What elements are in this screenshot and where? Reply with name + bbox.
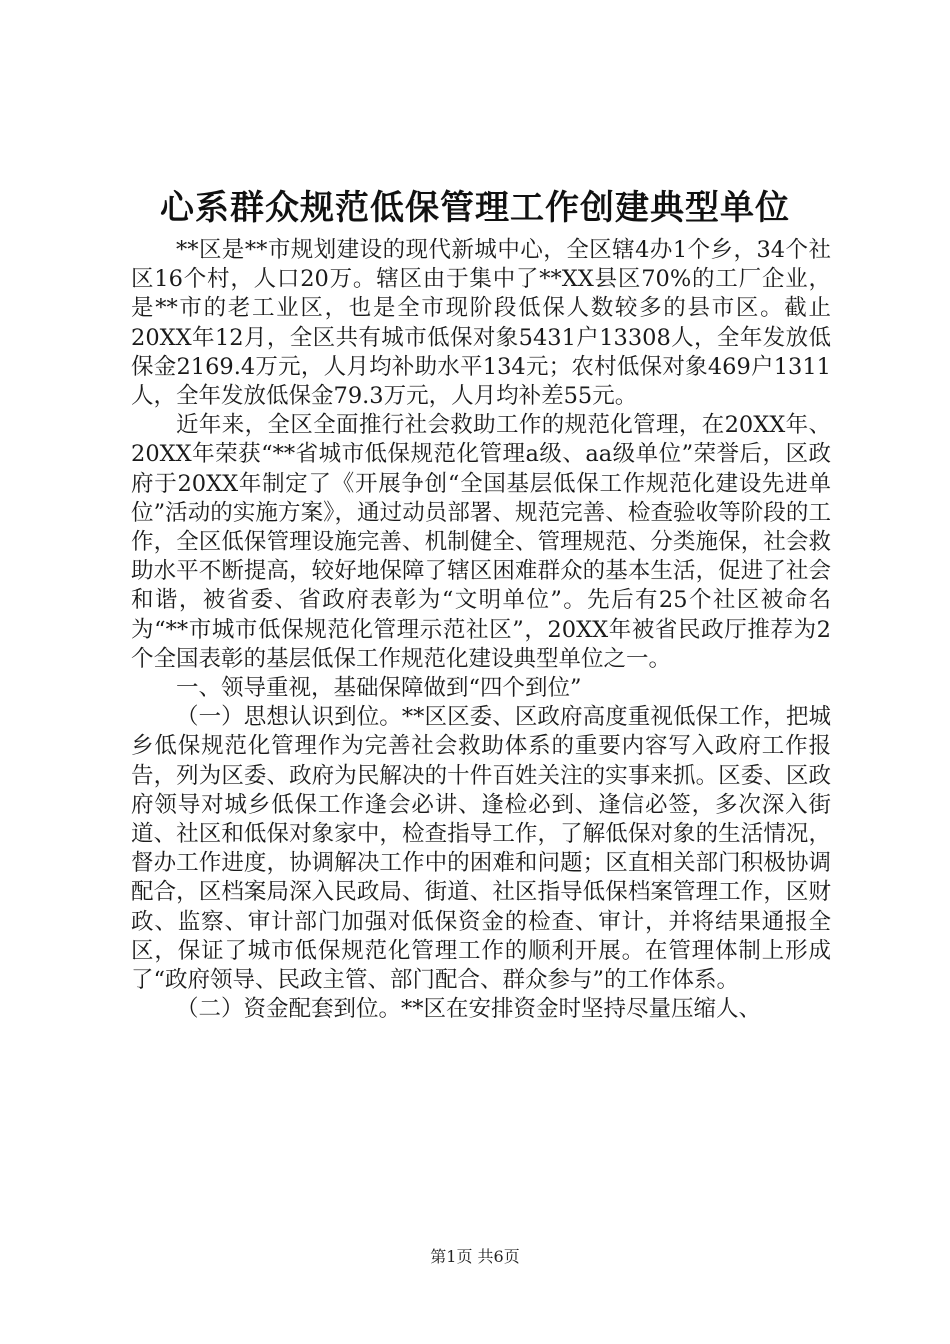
paragraph-thinking: （一）思想认识到位。**区区委、区政府高度重视低保工作，把城乡低保规范化管理作为完善社会救助体系的重要内容写入政府工作报告，列为区委、政府为民解决的十件百姓关注的实事来抓。区委、区政府领导对城乡低保工作逢会必讲、逢检必到、逢信必签，多次深入街道、社区和低保对象家中，检查指导工作，了解低保对象的生活情况，督办工作进度，协调解决工作中的困难和问题；区直相关部门积极协调配合，区档案局深入民政局、街道、社区指导低保档案管理工作，区财政、监察、审计部门加强对低保资金的检查、审计，并将结果通报全区，保证了城市低保规范化管理工作的顺利开展。在管理体制上形成了“政府领导、民政主管、部门配合、群众参与”的工作体系。 <box>131 704 831 994</box>
page-footer: 第1页 共6页 <box>430 1247 520 1266</box>
paragraph-funding: （二）资金配套到位。**区在安排资金时坚持尽量压缩人、 <box>176 996 762 1023</box>
document-body <box>131 236 831 1024</box>
paragraph-intro: **区是**市规划建设的现代新城中心，全区辖4办1个乡，34个社区16个村，人口20万。辖区由于集中了**XX县区70%的工厂企业，是**市的老工业区，也是全市现阶段低保人数较多的县市区。截止20XX年12月，全区共有城市低保对象5431户13308人，全年发放低保金2169.4万元，人月均补助水平134元；农村低保对象469户1311人，全年发放低保金79.3万元，人月均补差55元。 <box>131 237 831 410</box>
paragraph-recent-years: 近年来，全区全面推行社会救助工作的规范化管理，在20XX年、20XX年荣获“**省城市低保规范化管理a级、aa级单位”荣誉后，区政府于20XX年制定了《开展争创“全国基层低保工作规范化建设先进单位”活动的实施方案》，通过动员部署、规范完善、检查验收等阶段的工作，全区低保管理设施完善、机制健全、管理规范、分类施保，社会救助水平不断提高，较好地保障了辖区困难群众的基本生活，促进了社会和谐，被省委、省政府表彰为“文明单位”。先后有25个社区被命名为“**市城市低保规范化管理示范社区”，20XX年被省民政厅推荐为2个全国表彰的基层低保工作规范化建设典型单位之一。 <box>131 412 831 672</box>
document-title: 心系群众规范低保管理工作创建典型单位 <box>160 188 790 228</box>
section-heading-1: 一、领导重视，基础保障做到“四个到位” <box>176 675 582 702</box>
